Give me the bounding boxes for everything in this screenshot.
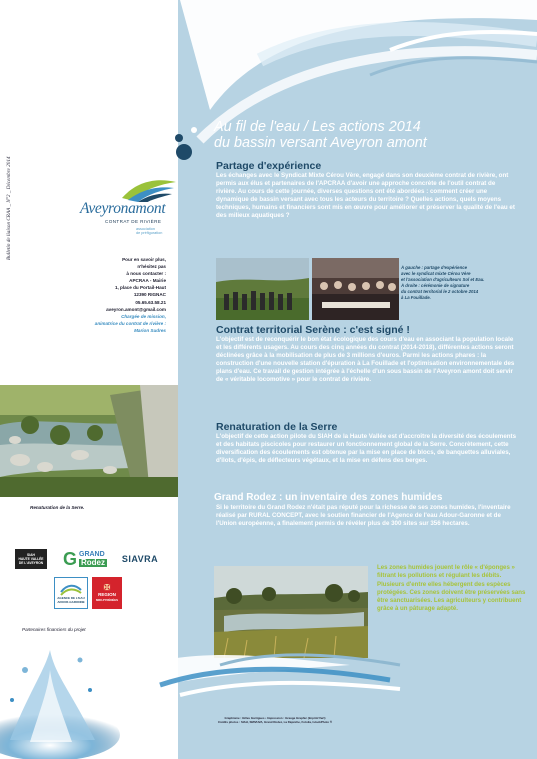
grand-rodez-logo xyxy=(58,547,112,571)
siavra-text: SIAVRA xyxy=(121,554,159,564)
grand-rodez-line1: GRAND xyxy=(79,551,105,558)
grand-rodez-g: G xyxy=(62,548,77,569)
region-line1: REGION xyxy=(98,592,116,597)
contact-email[interactable]: aveyron.amont@gmail.com xyxy=(106,306,166,312)
water-drop-icon xyxy=(59,582,83,596)
photos-caption-line: avec le syndicat mixte Cérou Vère xyxy=(401,271,471,276)
logo-assoc-line2: de préfiguration xyxy=(136,231,163,236)
partners-title: Partenaires financiers du projet xyxy=(22,627,86,632)
page-title xyxy=(214,119,514,151)
river-photo-image xyxy=(0,385,178,497)
logo-assoc-line1: association xyxy=(136,227,155,231)
title-part2: Les actions 2014 xyxy=(311,119,421,135)
photos-caption-line: et l'association d'agriculteurs Sol et Eau. xyxy=(401,277,485,282)
section-title-grand-rodez: Grand Rodez : un inventaire des zones humides xyxy=(214,492,443,503)
serre-photo-caption: Renaturation de la Serre. xyxy=(30,505,85,510)
logo-subtitle: CONTRAT DE RIVIÈRE xyxy=(105,219,162,224)
photo-serre-river xyxy=(0,385,178,497)
section-title-serre: Renaturation de la Serre xyxy=(216,421,338,433)
photo-signature xyxy=(312,258,399,320)
siah-line1: SIAH xyxy=(27,553,35,557)
photos-caption-line: À droite : cérémonie de signature xyxy=(401,283,470,288)
contact-line: n'hésitez pas xyxy=(137,264,166,270)
grand-rodez-line2: Rodez xyxy=(81,558,105,567)
title-part1: Au fil de l'eau / xyxy=(214,119,312,135)
photos-caption-line: du contrat territorial le 2 octobre 2014 xyxy=(401,289,479,294)
agence-line2: ADOUR-GARONNE xyxy=(57,600,85,604)
siah-line2: HAUTE VALLÉE xyxy=(18,557,44,561)
contact-line: à nous contacter : xyxy=(126,271,166,277)
section-title-partage: Partage d'expérience xyxy=(216,160,322,172)
photos-caption xyxy=(401,265,531,301)
contact-line: 1, place du Portail-Haut xyxy=(114,285,166,291)
section-text-grand-rodez: Si le territoire du Grand Rodez n'était pas réputé pour la richesse de ses zones humides, l'inventaire réalisé par RURAL CONCEPT, avec le soutien financier de l'Agence de l'eau Adour-Garonne et de l'Union européenne, a finalement permis de révéler plus de 300 sites sur 356 hectares. xyxy=(216,504,511,528)
logo-association xyxy=(136,227,162,235)
signature-ceremony-photo xyxy=(312,258,399,320)
region-line2: MIDI-PYRÉNÉES xyxy=(95,597,119,602)
contact-role: animatrice du contrat de rivière : xyxy=(94,320,166,326)
contact-role: Chargée de mission, xyxy=(121,313,166,319)
wave-decoration-top xyxy=(140,0,537,180)
section-text-partage: Les échanges avec le Syndicat Mixte Cérou Vère, engagé dans son deuxième contrat de rivière, ont permis aux élus et partenaires de l'APCRAA d'avoir une approche concrète de l'outil contrat de rivière. Au cours de cette journée, diverses questions ont été abordées : comment créer une dynamique de bassin versant avec tous les acteurs du territoire ? Quelles actions, quels moyens techniques, humains et financiers sont mis en œuvre pour améliorer et préserver la qualité de l'eau et des milieux aquatiques ? xyxy=(216,172,515,220)
logo-word: Aveyronamont xyxy=(80,200,166,217)
credits xyxy=(195,716,355,724)
group-visit-photo xyxy=(216,258,309,320)
agence-eau-logo xyxy=(54,577,88,609)
aveyronamont-logo xyxy=(78,172,178,242)
wetland-text: Les zones humides jouent le rôle « d'éponges » filtrant les pollutions et régulant les débits. Plusieurs d'entre elles hébergent des espèces protégées. Ces zones doivent être préservées sans être sanctuarisées. Les agriculteurs y contribuent grâce à un pâturage adapté. xyxy=(377,564,526,613)
contact-block xyxy=(80,256,166,334)
photo-visit xyxy=(216,258,309,320)
logo-swoosh-icon xyxy=(118,172,178,202)
contact-line: 12390 RIGNAC xyxy=(133,292,166,298)
credits-line1: Graphisme : Gilles Garrigues • Impression : Grauge Graphic (Imprim'Vert) xyxy=(224,716,326,720)
wave-decoration-bottom xyxy=(100,625,537,705)
agence-line1: AGENCE DE L'EAU xyxy=(57,596,85,600)
photos-caption-line: à La Fouillade. xyxy=(401,295,431,300)
contact-line: Pour en savoir plus, xyxy=(122,257,166,262)
siavra-logo xyxy=(116,548,164,570)
contact-name: Marion Sudres xyxy=(134,327,166,333)
section-text-serene: L'objectif est de reconquérir le bon état écologique des cours d'eau en associant la population locale et les différents usagers. Au cours des cinq années du contrat (2014-2018), différentes actions seront déclinées grâce à la mobilisation de plus de 3 millions d'euros. Parmi les actions phares : la construction d'une nouvelle station d'épuration à La Fouillade et l'optimisation environnementale des plans d'eau. Ce travail de gestion intégrée à l'échelle d'un sous bassin de l'Aveyron amont doit servir de « véritable locomotive » pour le contrat de rivière. xyxy=(216,336,515,384)
contact-line: APCRAA - Mairie xyxy=(129,278,166,284)
section-text-serre: L'objectif de cette action pilote du SIAH de la Haute Vallée est d'accroître la diversité des écoulements et des habitats piscicoles pour restaurer un fonctionnement global de la Serre. Concrètement, cette diversification des écoulements est obtenue par la mise en place de blocs, de banquettes alluviales, d'îlots, d'épis, de déflecteurs végétaux, et la mise en défens des berges. xyxy=(216,433,517,465)
credits-line2: Crédits photos : SIAH, SMIVHVA, Grand Rodez, La Dépêche, Fotolia, IstockPhoto ® xyxy=(217,720,333,724)
title-line2: du bassin versant Aveyron amont xyxy=(214,135,427,151)
region-logo xyxy=(92,577,122,609)
photos-caption-line: À gauche : partage d'expérience xyxy=(401,265,467,270)
contact-phone: 05.65.63.58.21 xyxy=(135,299,166,305)
bulletin-reference xyxy=(4,20,18,270)
section-title-serene: Contrat territorial Serène : c'est signé ! xyxy=(216,324,410,336)
siah-logo xyxy=(15,549,47,569)
siah-line3: DE L'AVEYRON xyxy=(18,561,44,565)
bulletin-reference-text: Bulletin de liaison CRAA _ N°2 _ Décembre 2014 xyxy=(6,156,12,260)
region-cross-icon: ✠ xyxy=(103,583,111,592)
